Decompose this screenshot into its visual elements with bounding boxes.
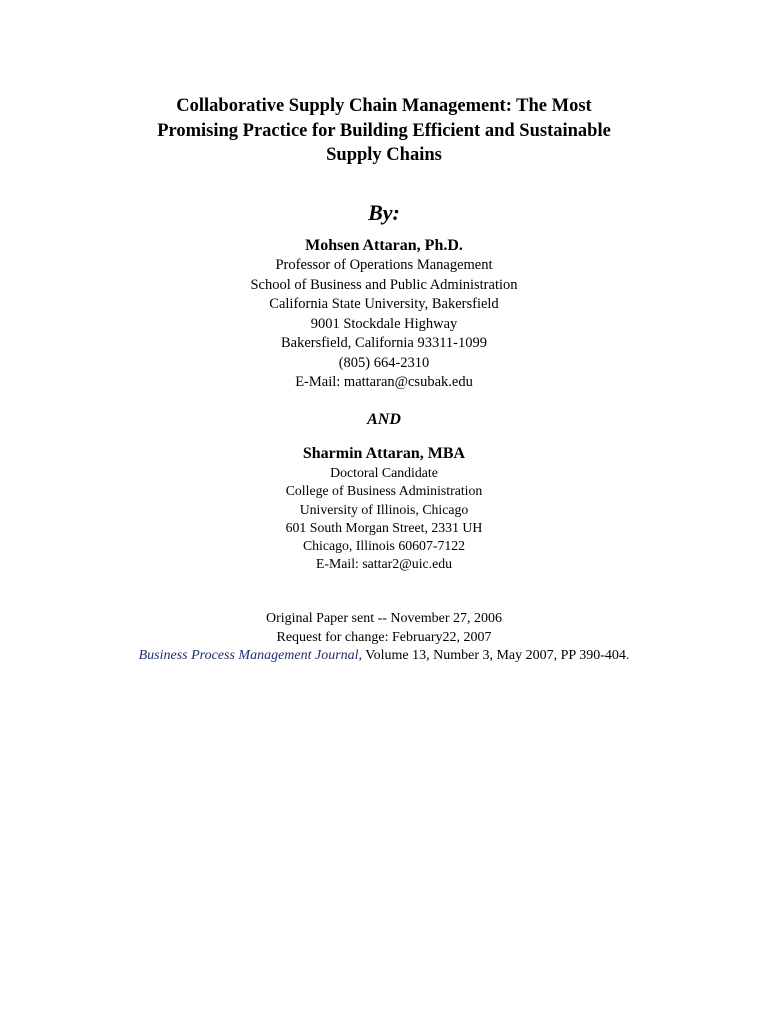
journal-citation <box>0 647 768 666</box>
author-1-street: 9001 Stockdale Highway <box>310 315 458 332</box>
author-1-block <box>0 236 768 393</box>
original-sent-date: Original Paper sent -- November 27, 2006 <box>266 611 502 626</box>
author-2-block <box>0 444 768 574</box>
title-line-3: Supply Chains <box>326 145 442 165</box>
journal-name: Business Process Management Journal, <box>138 648 363 663</box>
author-1-email: E-Mail: mattaran@csubak.edu <box>295 374 473 390</box>
author-1-school: School of Business and Public Administration <box>250 276 518 293</box>
journal-end: . <box>625 648 630 663</box>
paper-title <box>100 94 668 168</box>
author-2-city: Chicago, Illinois 60607-7122 <box>302 538 466 554</box>
journal-details: Volume 13, Number 3, May 2007, PP 390-404 <box>362 648 626 663</box>
author-2-name: Sharmin Attaran, MBA <box>302 445 466 462</box>
author-2-street: 601 South Morgan Street, 2331 UH <box>285 519 483 535</box>
author-1-name: Mohsen Attaran, Ph.D. <box>305 237 463 254</box>
title-line-1: Collaborative Supply Chain Management: The Most <box>176 96 592 116</box>
and-label: AND <box>367 411 401 428</box>
request-change-date: Request for change: February22, 2007 <box>276 629 492 645</box>
author-2-college: College of Business Administration <box>285 483 483 499</box>
author-2-university: University of Illinois, Chicago <box>299 501 469 517</box>
author-1-title: Professor of Operations Management <box>275 257 493 273</box>
title-line-2: Promising Practice for Building Efficient and Sustainable <box>157 120 611 141</box>
author-1-phone: (805) 664-2310 <box>338 354 430 371</box>
publication-info <box>0 610 768 666</box>
author-1-city: Bakersfield, California 93311-1099 <box>280 335 488 351</box>
author-1-university: California State University, Bakersfield <box>269 296 499 312</box>
by-label: By: <box>368 200 400 225</box>
author-2-title: Doctoral Candidate <box>330 465 438 480</box>
author-2-email: E-Mail: sattar2@uic.edu <box>315 556 453 572</box>
